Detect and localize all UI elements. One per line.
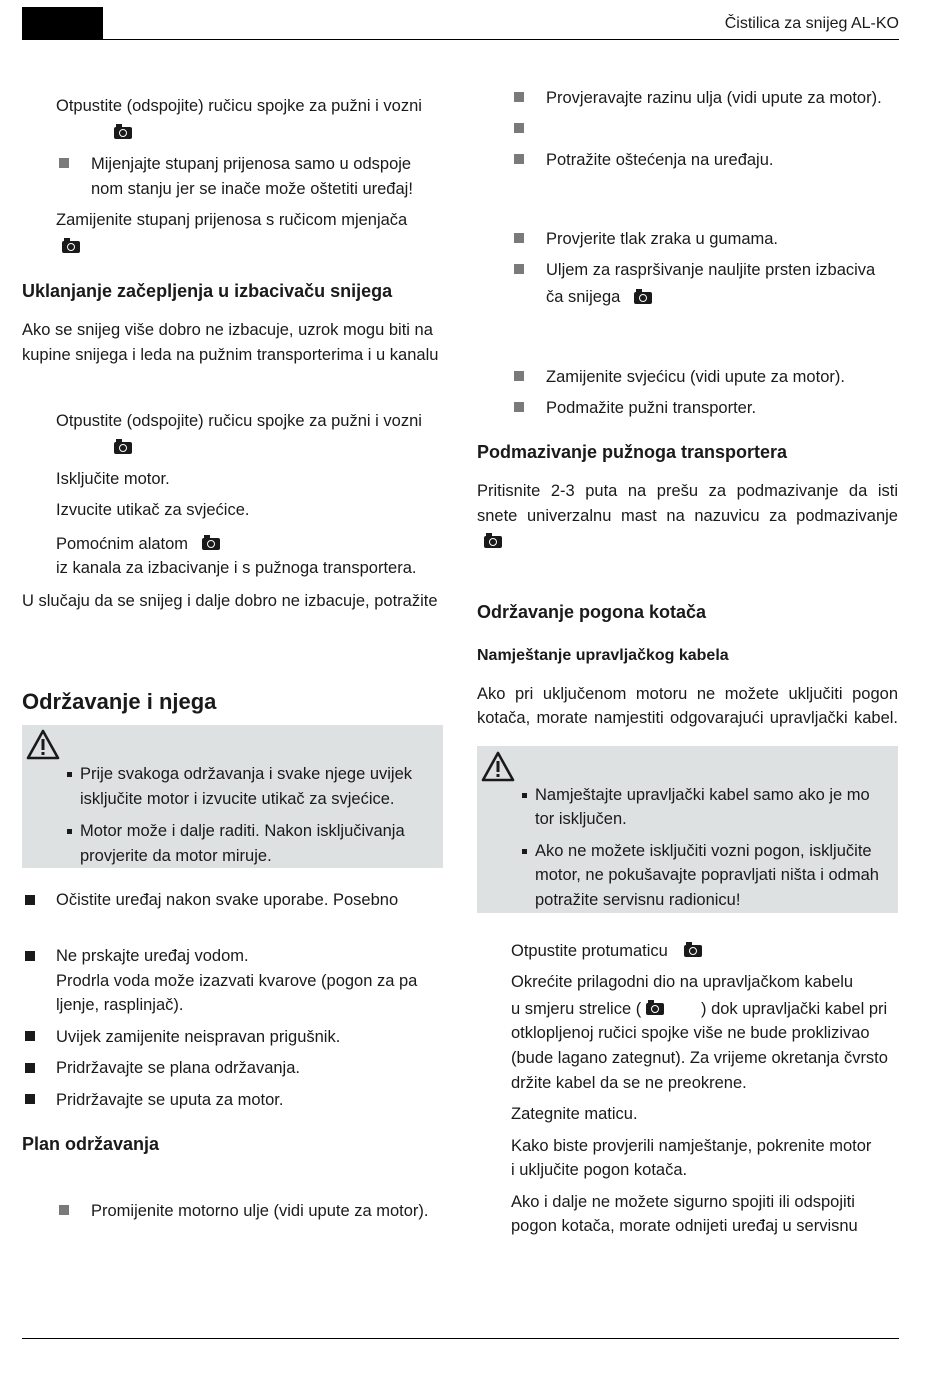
para-cable-line2: kotača, morate namjestiti odgovarajući upravljački kabel.: [477, 709, 898, 727]
plan-spark-plug: Zamijenite svjećicu (vidi upute za motor).: [546, 368, 845, 386]
camera-icon: [634, 292, 652, 304]
step-rotate-line2b: ) dok upravljački kabel pri: [701, 1000, 888, 1018]
list-no-water-line2: Prodrla voda može izazvati kvarove (pogon za pa: [56, 972, 418, 990]
camera-icon: [114, 442, 132, 454]
heading-namjestanje: Namještanje upravljačkog kabela: [477, 647, 729, 664]
bullet-square: [25, 1094, 35, 1104]
bullet-square: [514, 123, 524, 133]
camera-icon: [684, 945, 702, 957]
camera-icon: [202, 538, 220, 550]
list-plan: Pridržavajte se plana održavanja.: [56, 1059, 300, 1077]
camera-icon: [484, 536, 502, 548]
plan-oil-level: Provjeravajte razinu ulja (vidi upute za motor).: [546, 89, 882, 107]
step-rotate-line2a: u smjeru strelice (: [511, 1000, 642, 1018]
step-change-gear: Zamijenite stupanj prijenosa s ručicom mjenjača: [56, 211, 408, 229]
para-grease-line1: Pritisnite 2-3 puta na prešu za podmazivanje da isti: [477, 482, 898, 500]
bullet-square: [25, 1063, 35, 1073]
bullet-dot: [522, 793, 527, 798]
plan-oil-ring-line2: ča snijega: [546, 288, 621, 306]
para-blockage-line1: Ako se snijeg više dobro ne izbacuje, uzrok mogu biti na: [22, 321, 433, 339]
header-black-block: [22, 7, 103, 40]
para-service: U slučaju da se snijeg i dalje dobro ne izbacuje, potražite: [22, 592, 438, 610]
bullet-square: [514, 154, 524, 164]
plan-tire-pressure: Provjerite tlak zraka u gumama.: [546, 230, 779, 248]
plan-oil-change: Promijenite motorno ulje (vidi upute za motor).: [91, 1202, 429, 1220]
note-gear-line1: Mijenjajte stupanj prijenosa samo u odspoje: [91, 155, 412, 173]
bullet-square: [514, 402, 524, 412]
warning-item-line1: Motor može i dalje raditi. Nakon isključivanja: [80, 822, 405, 840]
para-blockage-line2: kupine snijega i leda na pužnim transporterima i u kanalu: [22, 346, 439, 364]
bullet-square: [25, 951, 35, 961]
bullet-square: [59, 1205, 69, 1215]
header-rule: [22, 39, 899, 40]
step-check-line1: Kako biste provjerili namještanje, pokrenite motor: [511, 1137, 872, 1155]
plan-auger-grease: Podmažite pužni transporter.: [546, 399, 757, 417]
step-service-line2: pogon kotača, morate odnijeti uređaj u servisnu: [511, 1217, 858, 1235]
footer-rule: [22, 1338, 899, 1339]
camera-icon: [646, 1003, 664, 1015]
heading-pogon: Održavanje pogona kotača: [477, 602, 707, 622]
step-tool-line2: iz kanala za izbacivanje i s pužnoga transportera.: [56, 559, 417, 577]
heading-odrzavanje: Održavanje i njega: [22, 689, 217, 714]
step-engine-off: Isključite motor.: [56, 470, 170, 488]
bullet-square: [25, 895, 35, 905]
warning-item-line1: Prije svakoga održavanja i svake njege uvijek: [80, 765, 413, 783]
step-tool: Pomoćnim alatom: [56, 535, 189, 553]
bullet-square: [514, 371, 524, 381]
step-spark-plug: Izvucite utikač za svjećice.: [56, 501, 250, 519]
warning-box-right: [477, 746, 898, 913]
step-release-clutch-2: Otpustite (odspojite) ručicu spojke za pužni i vozni: [56, 412, 422, 430]
warning-item-line1: Ako ne možete isključiti vozni pogon, isključite: [535, 842, 872, 860]
list-motor-manual: Pridržavajte se uputa za motor.: [56, 1091, 284, 1109]
heading-uklanjanje: Uklanjanje začepljenja u izbacivaču snijega: [22, 281, 393, 301]
bullet-square: [514, 264, 524, 274]
list-no-water-line3: ljenje, rasplinjač).: [56, 996, 184, 1014]
heading-plan: Plan održavanja: [22, 1134, 160, 1154]
step-check-line2: i uključite pogon kotača.: [511, 1161, 688, 1179]
bullet-square: [514, 92, 524, 102]
step-lock-nut: Otpustite protumaticu: [511, 942, 668, 960]
step-tighten-nut: Zategnite maticu.: [511, 1105, 638, 1123]
para-cable-line1: Ako pri uključenom motoru ne možete uključiti pogon: [477, 685, 898, 703]
warning-item-line3: potražite servisnu radionicu!: [535, 891, 741, 909]
warning-triangle-icon: [26, 729, 60, 761]
plan-damage: Potražite oštećenja na uređaju.: [546, 151, 774, 169]
header-title: Čistilica za snijeg AL-KO: [724, 15, 899, 32]
camera-icon: [62, 241, 80, 253]
note-gear-line2: nom stanju jer se inače može oštetiti uređaj!: [91, 180, 413, 198]
step-service-line1: Ako i dalje ne možete sigurno spojiti ili odspojiti: [511, 1193, 855, 1211]
list-muffler: Uvijek zamijenite neispravan prigušnik.: [56, 1028, 341, 1046]
step-release-clutch-1: Otpustite (odspojite) ručicu spojke za pužni i vozni: [56, 97, 422, 115]
warning-item-line2: isključite motor i izvucite utikač za svjećice.: [80, 790, 395, 808]
warning-item-line1: Namještajte upravljački kabel samo ako je mo: [535, 786, 870, 804]
step-rotate-line5: držite kabel da se ne preokrene.: [511, 1074, 747, 1092]
step-rotate-line3: otklopljenoj ručici spojke više ne bude proklizivao: [511, 1024, 870, 1042]
bullet-dot: [522, 849, 527, 854]
plan-oil-ring: Uljem za raspršivanje nauljite prsten izbaciva: [546, 261, 876, 279]
para-grease-line2: snete univerzalnu mast na nazuvicu za podmazivanje: [477, 507, 898, 525]
bullet-square: [25, 1031, 35, 1041]
warning-box-left: [22, 725, 443, 868]
warning-item-line2: motor, ne pokušavajte popravljati ništa i odmah: [535, 866, 879, 884]
step-rotate-line4: (bude lagano zategnut). Za vrijeme okretanja čvrsto: [511, 1049, 888, 1067]
step-rotate-line1: Okrećite prilagodni dio na upravljačkom kabelu: [511, 973, 854, 991]
bullet-square: [59, 158, 69, 168]
bullet-square: [514, 233, 524, 243]
list-clean: Očistite uređaj nakon svake uporabe. Posebno: [56, 891, 399, 909]
warning-item-line2: tor isključen.: [535, 810, 627, 828]
camera-icon: [114, 127, 132, 139]
warning-item-line2: provjerite da motor miruje.: [80, 847, 272, 865]
bullet-dot: [67, 829, 72, 834]
heading-podmazivanje: Podmazivanje pužnoga transportera: [477, 442, 788, 462]
list-no-water: Ne prskajte uređaj vodom.: [56, 947, 249, 965]
bullet-dot: [67, 772, 72, 777]
warning-triangle-icon: [481, 751, 515, 783]
